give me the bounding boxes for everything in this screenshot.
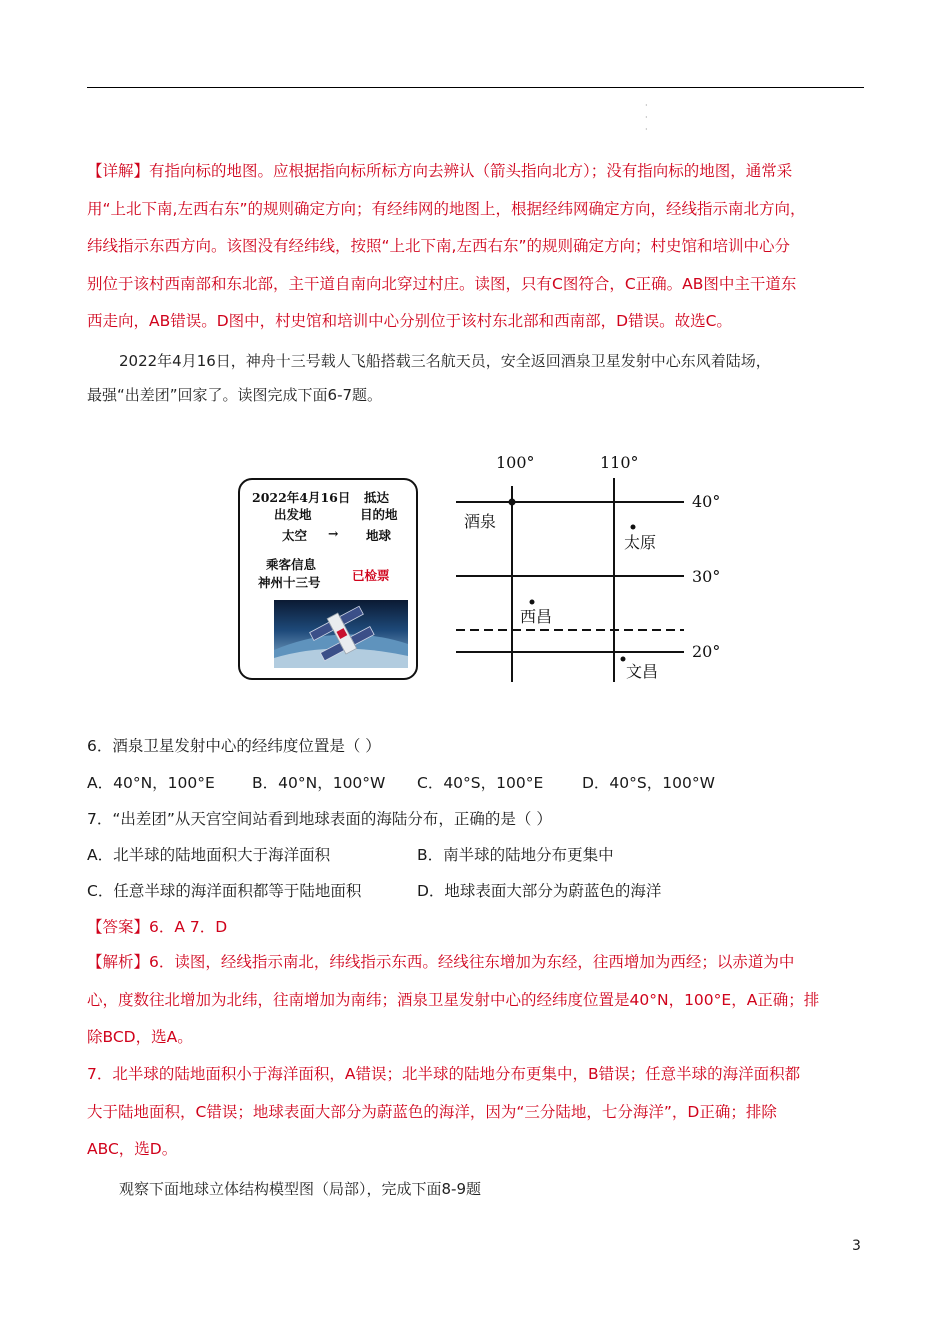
q6-stem: 6．酒泉卫星发射中心的经纬度位置是（ ） <box>87 737 381 755</box>
ticket-card <box>238 478 418 680</box>
arrow-icon: → <box>328 526 339 541</box>
analysis7-line: 7．北半球的陆地面积小于海洋面积，A错误；北半球的陆地分布更集中，B错误；任意半球的海洋面积都 <box>87 1065 801 1083</box>
ticket-date: 2022年4月16日 <box>252 490 351 505</box>
q7-option-c: C．任意半球的海洋面积都等于陆地面积 <box>87 882 362 900</box>
detail-line: 别位于该村西南部和东北部，主干道自南向北穿过村庄。读图，只有C图符合，C正确。AB图中主干道东 <box>87 274 797 293</box>
spacecraft-image <box>274 600 408 668</box>
header-rule <box>87 87 864 88</box>
question-intro <box>87 344 867 412</box>
next-question-intro: 观察下面地球立体结构模型图（局部），完成下面8-9题 <box>119 1180 482 1198</box>
lon-label-110: 110° <box>600 453 639 472</box>
answer-line: 【答案】6．A 7．D <box>87 918 228 936</box>
analysis-line: 心，度数往北增加为北纬，往南增加为南纬；酒泉卫星发射中心的经纬度位置是40°N，100°E，A正确；排 <box>87 990 820 1009</box>
q6-option-a: A．40°N，100°E <box>87 774 215 792</box>
lon-label-100: 100° <box>496 453 535 472</box>
page-number: 3 <box>852 1238 861 1254</box>
lat-label-40: 40° <box>692 492 721 511</box>
ticket-to: 地球 <box>366 528 392 543</box>
detail-line: 【详解】有指向标的地图。应根据指向标所标方向去辨认（箭头指向北方）；没有指向标的地图，通常采 <box>87 162 793 180</box>
detail-line: 用“上北下南,左西右东”的规则确定方向；有经纬网的地图上，根据经纬网确定方向，经线指示南北方向， <box>87 199 806 218</box>
place-taiyuan: 太原 <box>624 533 657 552</box>
q7-option-a: A．北半球的陆地面积大于海洋面积 <box>87 846 331 864</box>
detail-paragraph <box>87 153 867 341</box>
q6-option-d: D．40°S，100°W <box>582 774 715 792</box>
analysis7-line: ABC，选D。 <box>87 1140 178 1158</box>
place-wenchang: 文昌 <box>626 662 659 681</box>
intro-line: 最强“出差团”回家了。读图完成下面6-7题。 <box>87 386 383 404</box>
lat-lon-grid-map <box>448 448 728 688</box>
place-xichang: 西昌 <box>520 607 553 626</box>
detail-line: 纬线指示东西方向。该图没有经纬线，按照“上北下南,左西右东”的规则确定方向；村史馆和培训中心分 <box>87 237 790 255</box>
analysis-paragraph <box>87 944 867 1057</box>
analysis-line: 【解析】6．读图，经线指示南北，纬线指示东西。经线往东增加为东经，往西增加为西经；以赤道为中 <box>87 953 795 971</box>
ticket-arrive: 抵达 <box>364 490 390 505</box>
ticket-depart: 出发地 <box>274 507 312 522</box>
analysis7-paragraph <box>87 1056 867 1169</box>
q7-option-d: D．地球表面大部分为蔚蓝色的海洋 <box>417 882 662 900</box>
ticket-name: 神州十三号 <box>258 575 321 590</box>
ticket-passenger: 乘客信息 <box>266 557 317 572</box>
place-jiuquan: 酒泉 <box>464 512 497 531</box>
lat-label-30: 30° <box>692 567 721 586</box>
q6-option-b: B．40°N，100°W <box>252 774 386 792</box>
lat-label-20: 20° <box>692 642 721 661</box>
ticket-checked: 已检票 <box>352 568 390 583</box>
analysis-line: 除BCD，选A。 <box>87 1028 193 1046</box>
intro-line: 2022年4月16日，神舟十三号载人飞船搭载三名航天员，安全返回酒泉卫星发射中心东风着陆场， <box>119 352 771 370</box>
analysis7-line: 大于陆地面积，C错误；地球表面大部分为蔚蓝色的海洋，因为“三分陆地，七分海洋”，D正确；排除 <box>87 1102 777 1121</box>
q7-option-b: B．南半球的陆地分布更集中 <box>417 846 614 864</box>
decorative-dots: · · · <box>645 101 648 134</box>
figure <box>238 448 728 688</box>
detail-line: 西走向，AB错误。D图中，村史馆和培训中心分别位于该村东北部和西南部，D错误。故选C。 <box>87 312 732 330</box>
q6-option-c: C．40°S，100°E <box>417 774 544 792</box>
ticket-destination: 目的地 <box>360 507 398 522</box>
ticket-from: 太空 <box>282 528 308 543</box>
q7-stem: 7．“出差团”从天宫空间站看到地球表面的海陆分布，正确的是（ ） <box>87 810 552 828</box>
